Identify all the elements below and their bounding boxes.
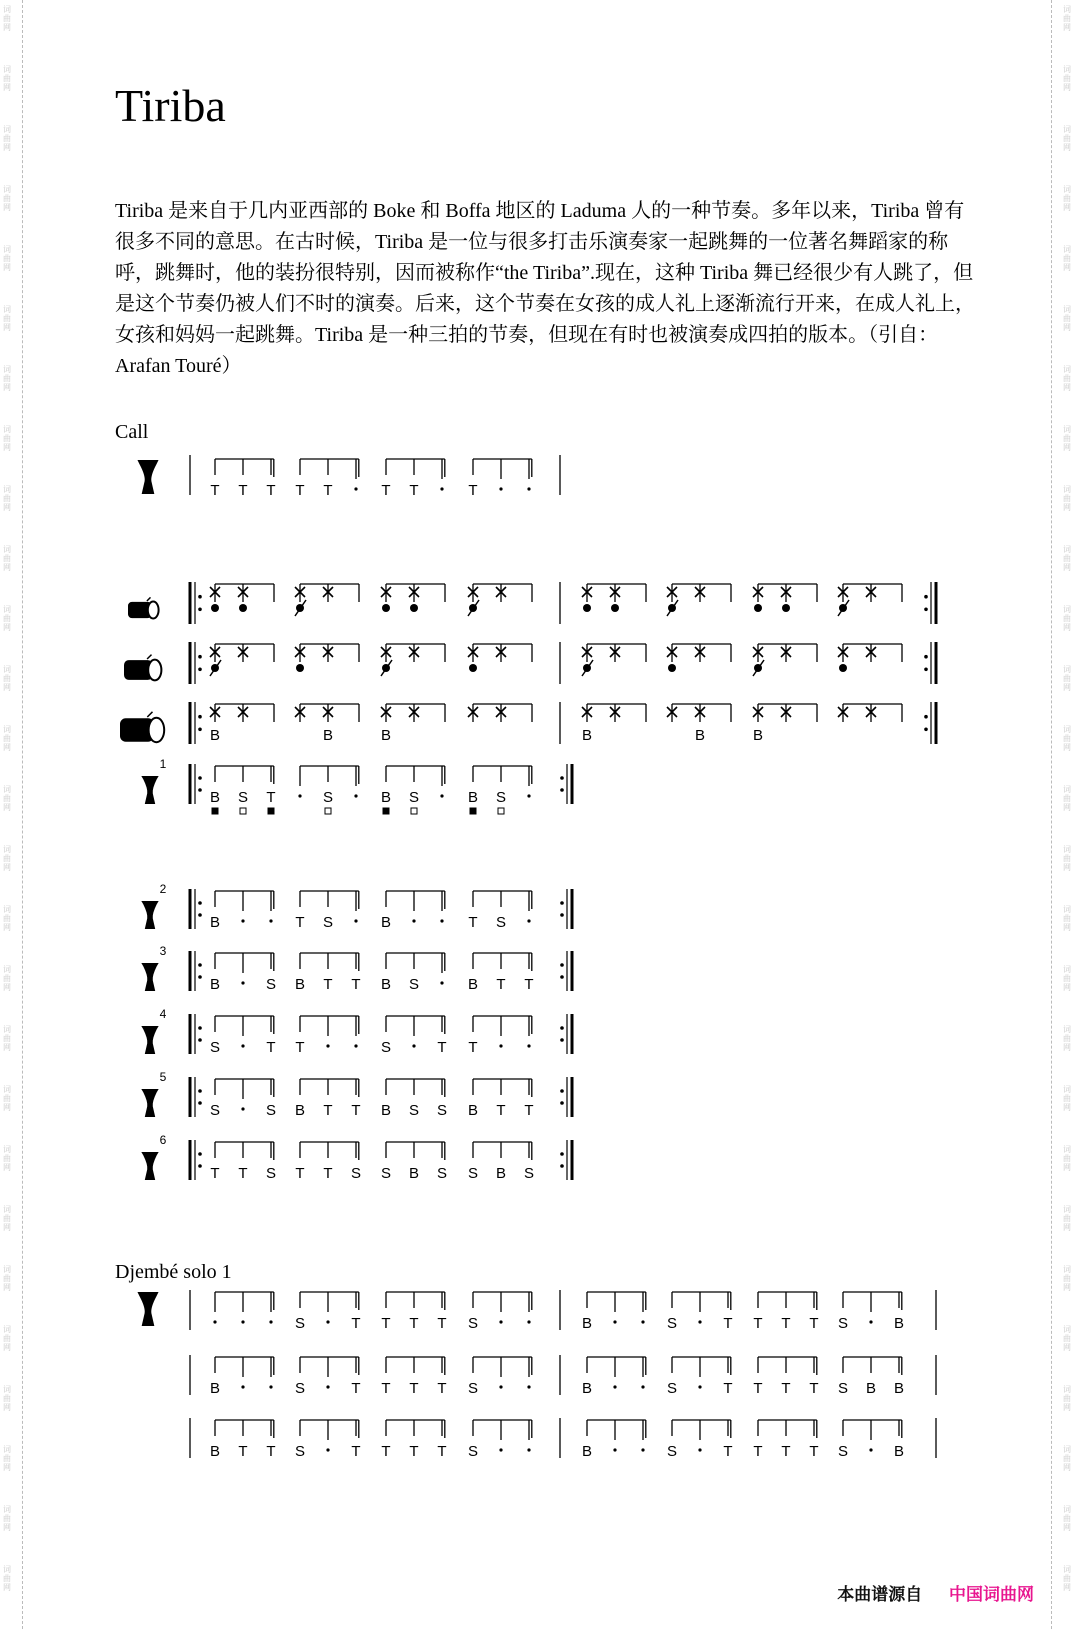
bell-hit [839, 664, 847, 672]
stroke-B: B [581, 1443, 593, 1460]
rest-dot [326, 1448, 329, 1451]
stroke-S: S [837, 1315, 849, 1332]
rest-dot [499, 1320, 502, 1323]
repeat-dot [198, 975, 202, 979]
stroke-T: T [524, 976, 534, 993]
part-number: 4 [159, 1007, 167, 1021]
stroke-T: T [437, 1039, 447, 1056]
stroke-S: S [467, 1315, 479, 1332]
rest-dot [527, 1320, 530, 1323]
bell-hit [469, 664, 477, 672]
stroke-T: T [437, 1443, 447, 1460]
stroke-T: T [753, 1443, 763, 1460]
rest-dot [698, 1320, 701, 1323]
repeat-dot [560, 1038, 564, 1042]
watermark-text: 词 曲 网 [3, 605, 11, 632]
stroke-T: T [723, 1380, 733, 1397]
part-number: 2 [159, 882, 167, 896]
watermark-text: 词 曲 网 [3, 125, 11, 152]
repeat-dot [198, 1038, 202, 1042]
djembe-icon [141, 1152, 158, 1180]
stroke-B: B [294, 976, 306, 993]
rest-dot [527, 487, 530, 490]
rest-dot [527, 1044, 530, 1047]
watermark-text: 词 曲 网 [3, 245, 11, 272]
repeat-dot [560, 788, 564, 792]
stroke-T: T [381, 1315, 391, 1332]
rest-dot [698, 1448, 701, 1451]
stroke-B: B [209, 727, 221, 744]
stroke-T: T [266, 789, 276, 806]
watermark-text: 词 曲 网 [3, 65, 11, 92]
hand-marker [411, 808, 417, 814]
repeat-dot [198, 1101, 202, 1105]
rest-dot [354, 794, 357, 797]
stroke-T: T [238, 482, 248, 499]
stroke-S: S [350, 1165, 362, 1182]
stroke-B: B [893, 1315, 905, 1332]
repeat-dot [198, 608, 202, 612]
hand-marker [498, 808, 504, 814]
stroke-S: S [666, 1443, 678, 1460]
stroke-B: B [893, 1380, 905, 1397]
stroke-S: S [294, 1443, 306, 1460]
rest-dot [354, 1044, 357, 1047]
stroke-T: T [323, 1102, 333, 1119]
watermark-text: 词 曲 网 [3, 965, 11, 992]
stroke-B: B [408, 1165, 420, 1182]
repeat-dot [198, 1164, 202, 1168]
stroke-B: B [294, 1102, 306, 1119]
watermark-text: 词 曲 网 [1063, 905, 1071, 932]
repeat-dot [560, 913, 564, 917]
stroke-B: B [467, 976, 479, 993]
rest-dot [613, 1385, 616, 1388]
repeat-dot [198, 901, 202, 905]
repeat-dot [924, 595, 928, 599]
stroke-S: S [322, 914, 334, 931]
stroke-T: T [496, 1102, 506, 1119]
kenkeni-icon [147, 597, 151, 601]
solo-section-label: Djembé solo 1 [115, 1261, 232, 1283]
watermark-text: 词 曲 网 [3, 1385, 11, 1412]
rest-dot [354, 919, 357, 922]
watermark-text: 词 曲 网 [1063, 1205, 1071, 1232]
stroke-B: B [467, 1102, 479, 1119]
rest-dot [527, 794, 530, 797]
footer-site-link[interactable]: 中国词曲网 [949, 1585, 1034, 1604]
watermark-text: 词 曲 网 [1063, 245, 1071, 272]
stroke-T: T [238, 1165, 248, 1182]
stroke-S: S [294, 1380, 306, 1397]
rest-dot [326, 1320, 329, 1323]
watermark-text: 词 曲 网 [3, 5, 11, 32]
rest-dot [412, 1044, 415, 1047]
repeat-dot [560, 963, 564, 967]
stroke-B: B [209, 1380, 221, 1397]
repeat-dot [924, 608, 928, 612]
footer-source-label: 本曲谱源自 [837, 1585, 923, 1604]
stroke-T: T [210, 482, 220, 499]
stroke-T: T [753, 1315, 763, 1332]
rest-dot [326, 1044, 329, 1047]
watermark-text: 词 曲 网 [3, 785, 11, 812]
stroke-S: S [523, 1165, 535, 1182]
rest-dot [241, 919, 244, 922]
watermark-text: 词 曲 网 [1063, 1505, 1071, 1532]
stroke-T: T [323, 976, 333, 993]
repeat-dot [198, 963, 202, 967]
repeat-dot [198, 655, 202, 659]
rest-dot [241, 1044, 244, 1047]
stroke-S: S [666, 1380, 678, 1397]
stroke-T: T [381, 482, 391, 499]
watermark-text: 词 曲 网 [3, 1325, 11, 1352]
kenkeni-icon [148, 602, 159, 619]
stroke-T: T [351, 976, 361, 993]
rest-dot [869, 1448, 872, 1451]
stroke-B: B [893, 1443, 905, 1460]
stroke-B: B [581, 1380, 593, 1397]
stroke-B: B [322, 727, 334, 744]
stroke-T: T [323, 482, 333, 499]
rest-dot [527, 1448, 530, 1451]
watermark-text: 词 曲 网 [3, 1085, 11, 1112]
stroke-T: T [468, 914, 478, 931]
watermark-text: 词 曲 网 [3, 1505, 11, 1532]
stroke-T: T [295, 482, 305, 499]
stroke-B: B [209, 1443, 221, 1460]
djembe-icon [141, 776, 158, 804]
stroke-S: S [408, 976, 420, 993]
rest-dot [641, 1320, 644, 1323]
stroke-B: B [694, 727, 706, 744]
watermark-text: 词 曲 网 [1063, 1445, 1071, 1472]
rest-dot [440, 794, 443, 797]
bell-hit [410, 604, 418, 612]
repeat-dot [924, 655, 928, 659]
watermark-text: 词 曲 网 [1063, 425, 1071, 452]
rest-dot [241, 1385, 244, 1388]
stroke-T: T [468, 1039, 478, 1056]
bell-hit [239, 604, 247, 612]
repeat-dot [560, 1152, 564, 1156]
rest-dot [499, 1448, 502, 1451]
stroke-T: T [809, 1315, 819, 1332]
stroke-T: T [295, 1165, 305, 1182]
stroke-T: T [210, 1165, 220, 1182]
stroke-S: S [265, 1165, 277, 1182]
stroke-T: T [753, 1380, 763, 1397]
watermark-text: 词 曲 网 [3, 665, 11, 692]
watermark-text: 词 曲 网 [1063, 785, 1071, 812]
bell-hit [668, 664, 676, 672]
stroke-S: S [495, 789, 507, 806]
stroke-B: B [380, 1102, 392, 1119]
stroke-T: T [409, 1315, 419, 1332]
stroke-T: T [266, 1443, 276, 1460]
hand-marker [240, 808, 246, 814]
stroke-B: B [380, 789, 392, 806]
rest-dot [527, 1385, 530, 1388]
stroke-B: B [581, 1315, 593, 1332]
watermark-text: 词 曲 网 [3, 365, 11, 392]
repeat-dot [198, 1152, 202, 1156]
part-number: 3 [159, 944, 167, 958]
stroke-B: B [865, 1380, 877, 1397]
stroke-T: T [381, 1380, 391, 1397]
stroke-T: T [295, 1039, 305, 1056]
rest-dot [613, 1448, 616, 1451]
footer [837, 1580, 1034, 1605]
watermark-text: 词 曲 网 [1063, 1025, 1071, 1052]
repeat-dot [198, 1089, 202, 1093]
bell-hit [211, 604, 219, 612]
watermark-text: 词 曲 网 [3, 1145, 11, 1172]
stroke-T: T [409, 1380, 419, 1397]
rest-dot [499, 1385, 502, 1388]
repeat-dot [924, 668, 928, 672]
hand-marker [325, 808, 331, 814]
stroke-T: T [524, 1102, 534, 1119]
watermark-text: 词 曲 网 [3, 845, 11, 872]
watermark-text: 词 曲 网 [1063, 605, 1071, 632]
rest-dot [241, 981, 244, 984]
rest-dot [641, 1448, 644, 1451]
watermark-text: 词 曲 网 [1063, 5, 1071, 32]
stroke-S: S [322, 789, 334, 806]
sangban-icon [147, 655, 151, 659]
call-section-label: Call [115, 421, 149, 443]
repeat-dot [198, 595, 202, 599]
watermark-text: 词 曲 网 [1063, 485, 1071, 512]
stroke-T: T [781, 1380, 791, 1397]
bell-hit [754, 604, 762, 612]
stroke-S: S [436, 1102, 448, 1119]
watermark-text: 词 曲 网 [3, 485, 11, 512]
rest-dot [440, 487, 443, 490]
rest-dot [269, 919, 272, 922]
stroke-T: T [781, 1443, 791, 1460]
stroke-S: S [837, 1380, 849, 1397]
repeat-dot [560, 1026, 564, 1030]
rest-dot [298, 794, 301, 797]
stroke-T: T [723, 1443, 733, 1460]
part-number: 6 [159, 1133, 167, 1147]
stroke-S: S [380, 1165, 392, 1182]
rest-dot [698, 1385, 701, 1388]
hand-marker [268, 808, 274, 814]
stroke-T: T [351, 1380, 361, 1397]
rest-dot [440, 919, 443, 922]
stroke-B: B [380, 976, 392, 993]
stroke-B: B [495, 1165, 507, 1182]
stroke-B: B [467, 789, 479, 806]
stroke-T: T [409, 1443, 419, 1460]
dundunba-icon [149, 718, 165, 742]
stroke-S: S [467, 1443, 479, 1460]
rest-dot [213, 1320, 216, 1323]
watermark-text: 词 曲 网 [1063, 965, 1071, 992]
watermark-text: 词 曲 网 [1063, 1325, 1071, 1352]
rest-dot [499, 487, 502, 490]
watermark-text: 词 曲 网 [3, 905, 11, 932]
djembe-icon [141, 901, 158, 929]
stroke-S: S [467, 1165, 479, 1182]
bell-hit [296, 664, 304, 672]
repeat-dot [198, 913, 202, 917]
rest-dot [613, 1320, 616, 1323]
stroke-T: T [351, 1102, 361, 1119]
stroke-S: S [380, 1039, 392, 1056]
watermark-text: 词 曲 网 [1063, 1145, 1071, 1172]
repeat-dot [198, 668, 202, 672]
sangban-icon [148, 660, 161, 681]
djembe-icon [141, 1089, 158, 1117]
watermark-text: 词 曲 网 [1063, 545, 1071, 572]
stroke-B: B [209, 789, 221, 806]
stroke-S: S [265, 976, 277, 993]
bell-hit [583, 604, 591, 612]
watermark-text: 词 曲 网 [1063, 125, 1071, 152]
stroke-S: S [294, 1315, 306, 1332]
rest-dot [241, 1320, 244, 1323]
watermark-text: 词 曲 网 [1063, 845, 1071, 872]
repeat-dot [560, 776, 564, 780]
watermark-text: 词 曲 网 [1063, 185, 1071, 212]
stroke-T: T [381, 1443, 391, 1460]
page-title: Tiriba [115, 80, 226, 131]
rest-dot [499, 1044, 502, 1047]
dundunba-icon [147, 712, 152, 717]
watermark-text: 词 曲 网 [1063, 665, 1071, 692]
repeat-dot [560, 1089, 564, 1093]
stroke-T: T [809, 1380, 819, 1397]
bell-hit [382, 604, 390, 612]
watermark-text: 词 曲 网 [1063, 1565, 1071, 1592]
watermark-text: 词 曲 网 [3, 1265, 11, 1292]
stroke-S: S [408, 1102, 420, 1119]
stroke-S: S [436, 1165, 448, 1182]
intro-paragraph: Tiriba 是来自于几内亚西部的 Boke 和 Boffa 地区的 Laduma 人的一种节奏。多年以来，Tiriba 曾有很多不同的意思。在古时候，Tiriba 是一位与很多打击乐演奏家一起跳舞的一位著名舞蹈家的称呼，跳舞时，他的装扮很特别，因而被称作“the Tiriba”.现在，这种 Tiriba 舞已经很少有人跳了，但是这个节奏仍被人们不时的演奏。后来，这个节奏在女孩的成人礼上逐渐流行开来，在成人礼上，女孩和妈妈一起跳舞。Tiriba 是一种三拍的节奏，但现在有时也被演奏成四拍的版本。（引自：Arafan Touré） [115, 200, 975, 377]
stroke-B: B [209, 976, 221, 993]
watermark-text: 词 曲 网 [1063, 1385, 1071, 1412]
watermark-text: 词 曲 网 [3, 305, 11, 332]
stroke-T: T [437, 1315, 447, 1332]
part-number: 5 [159, 1070, 167, 1084]
rest-dot [440, 981, 443, 984]
repeat-dot [198, 776, 202, 780]
stroke-T: T [351, 1315, 361, 1332]
djembe-icon [141, 963, 158, 991]
stroke-B: B [752, 727, 764, 744]
stroke-T: T [437, 1380, 447, 1397]
watermark-text: 词 曲 网 [1063, 1265, 1071, 1292]
rest-dot [269, 1385, 272, 1388]
stroke-S: S [209, 1039, 221, 1056]
stroke-S: S [666, 1315, 678, 1332]
stroke-S: S [209, 1102, 221, 1119]
stroke-T: T [781, 1315, 791, 1332]
rest-dot [527, 919, 530, 922]
watermark-text: 词 曲 网 [3, 1445, 11, 1472]
repeat-dot [198, 715, 202, 719]
stroke-B: B [209, 914, 221, 931]
stroke-T: T [409, 482, 419, 499]
rest-dot [241, 1107, 244, 1110]
hand-marker [212, 808, 218, 814]
watermark-text: 词 曲 网 [1063, 1085, 1071, 1112]
stroke-B: B [380, 914, 392, 931]
repeat-dot [198, 788, 202, 792]
stroke-T: T [266, 482, 276, 499]
bell-hit [611, 604, 619, 612]
watermark-text: 词 曲 网 [3, 545, 11, 572]
watermark-text: 词 曲 网 [1063, 365, 1071, 392]
stroke-T: T [323, 1165, 333, 1182]
djembe-icon [141, 1026, 158, 1054]
hand-marker [383, 808, 389, 814]
stroke-T: T [809, 1443, 819, 1460]
repeat-dot [560, 901, 564, 905]
stroke-T: T [351, 1443, 361, 1460]
repeat-dot [198, 728, 202, 732]
rest-dot [269, 1320, 272, 1323]
watermark-text: 词 曲 网 [3, 1205, 11, 1232]
repeat-dot [924, 728, 928, 732]
stroke-T: T [468, 482, 478, 499]
stroke-B: B [380, 727, 392, 744]
repeat-dot [560, 975, 564, 979]
stroke-T: T [238, 1443, 248, 1460]
part-number: 1 [159, 757, 167, 771]
stroke-T: T [496, 976, 506, 993]
stroke-S: S [837, 1443, 849, 1460]
watermark-text: 词 曲 网 [3, 425, 11, 452]
rest-dot [412, 919, 415, 922]
rest-dot [641, 1385, 644, 1388]
stroke-S: S [265, 1102, 277, 1119]
djembe-icon [137, 460, 158, 494]
watermark-text: 词 曲 网 [1063, 305, 1071, 332]
stroke-T: T [723, 1315, 733, 1332]
watermark-text: 词 曲 网 [3, 725, 11, 752]
stroke-B: B [581, 727, 593, 744]
repeat-dot [560, 1101, 564, 1105]
watermark-text: 词 曲 网 [3, 1025, 11, 1052]
watermark-text: 词 曲 网 [3, 185, 11, 212]
stroke-T: T [266, 1039, 276, 1056]
stroke-S: S [495, 914, 507, 931]
stroke-S: S [408, 789, 420, 806]
repeat-dot [560, 1164, 564, 1168]
rest-dot [354, 487, 357, 490]
djembe-icon [137, 1292, 158, 1326]
repeat-dot [198, 1026, 202, 1030]
watermark-text: 词 曲 网 [3, 1565, 11, 1592]
stroke-T: T [295, 914, 305, 931]
stroke-S: S [237, 789, 249, 806]
repeat-dot [924, 715, 928, 719]
rest-dot [326, 1385, 329, 1388]
hand-marker [470, 808, 476, 814]
watermark-text: 词 曲 网 [1063, 725, 1071, 752]
watermark-text: 词 曲 网 [1063, 65, 1071, 92]
bell-hit [782, 604, 790, 612]
stroke-S: S [467, 1380, 479, 1397]
rest-dot [869, 1320, 872, 1323]
